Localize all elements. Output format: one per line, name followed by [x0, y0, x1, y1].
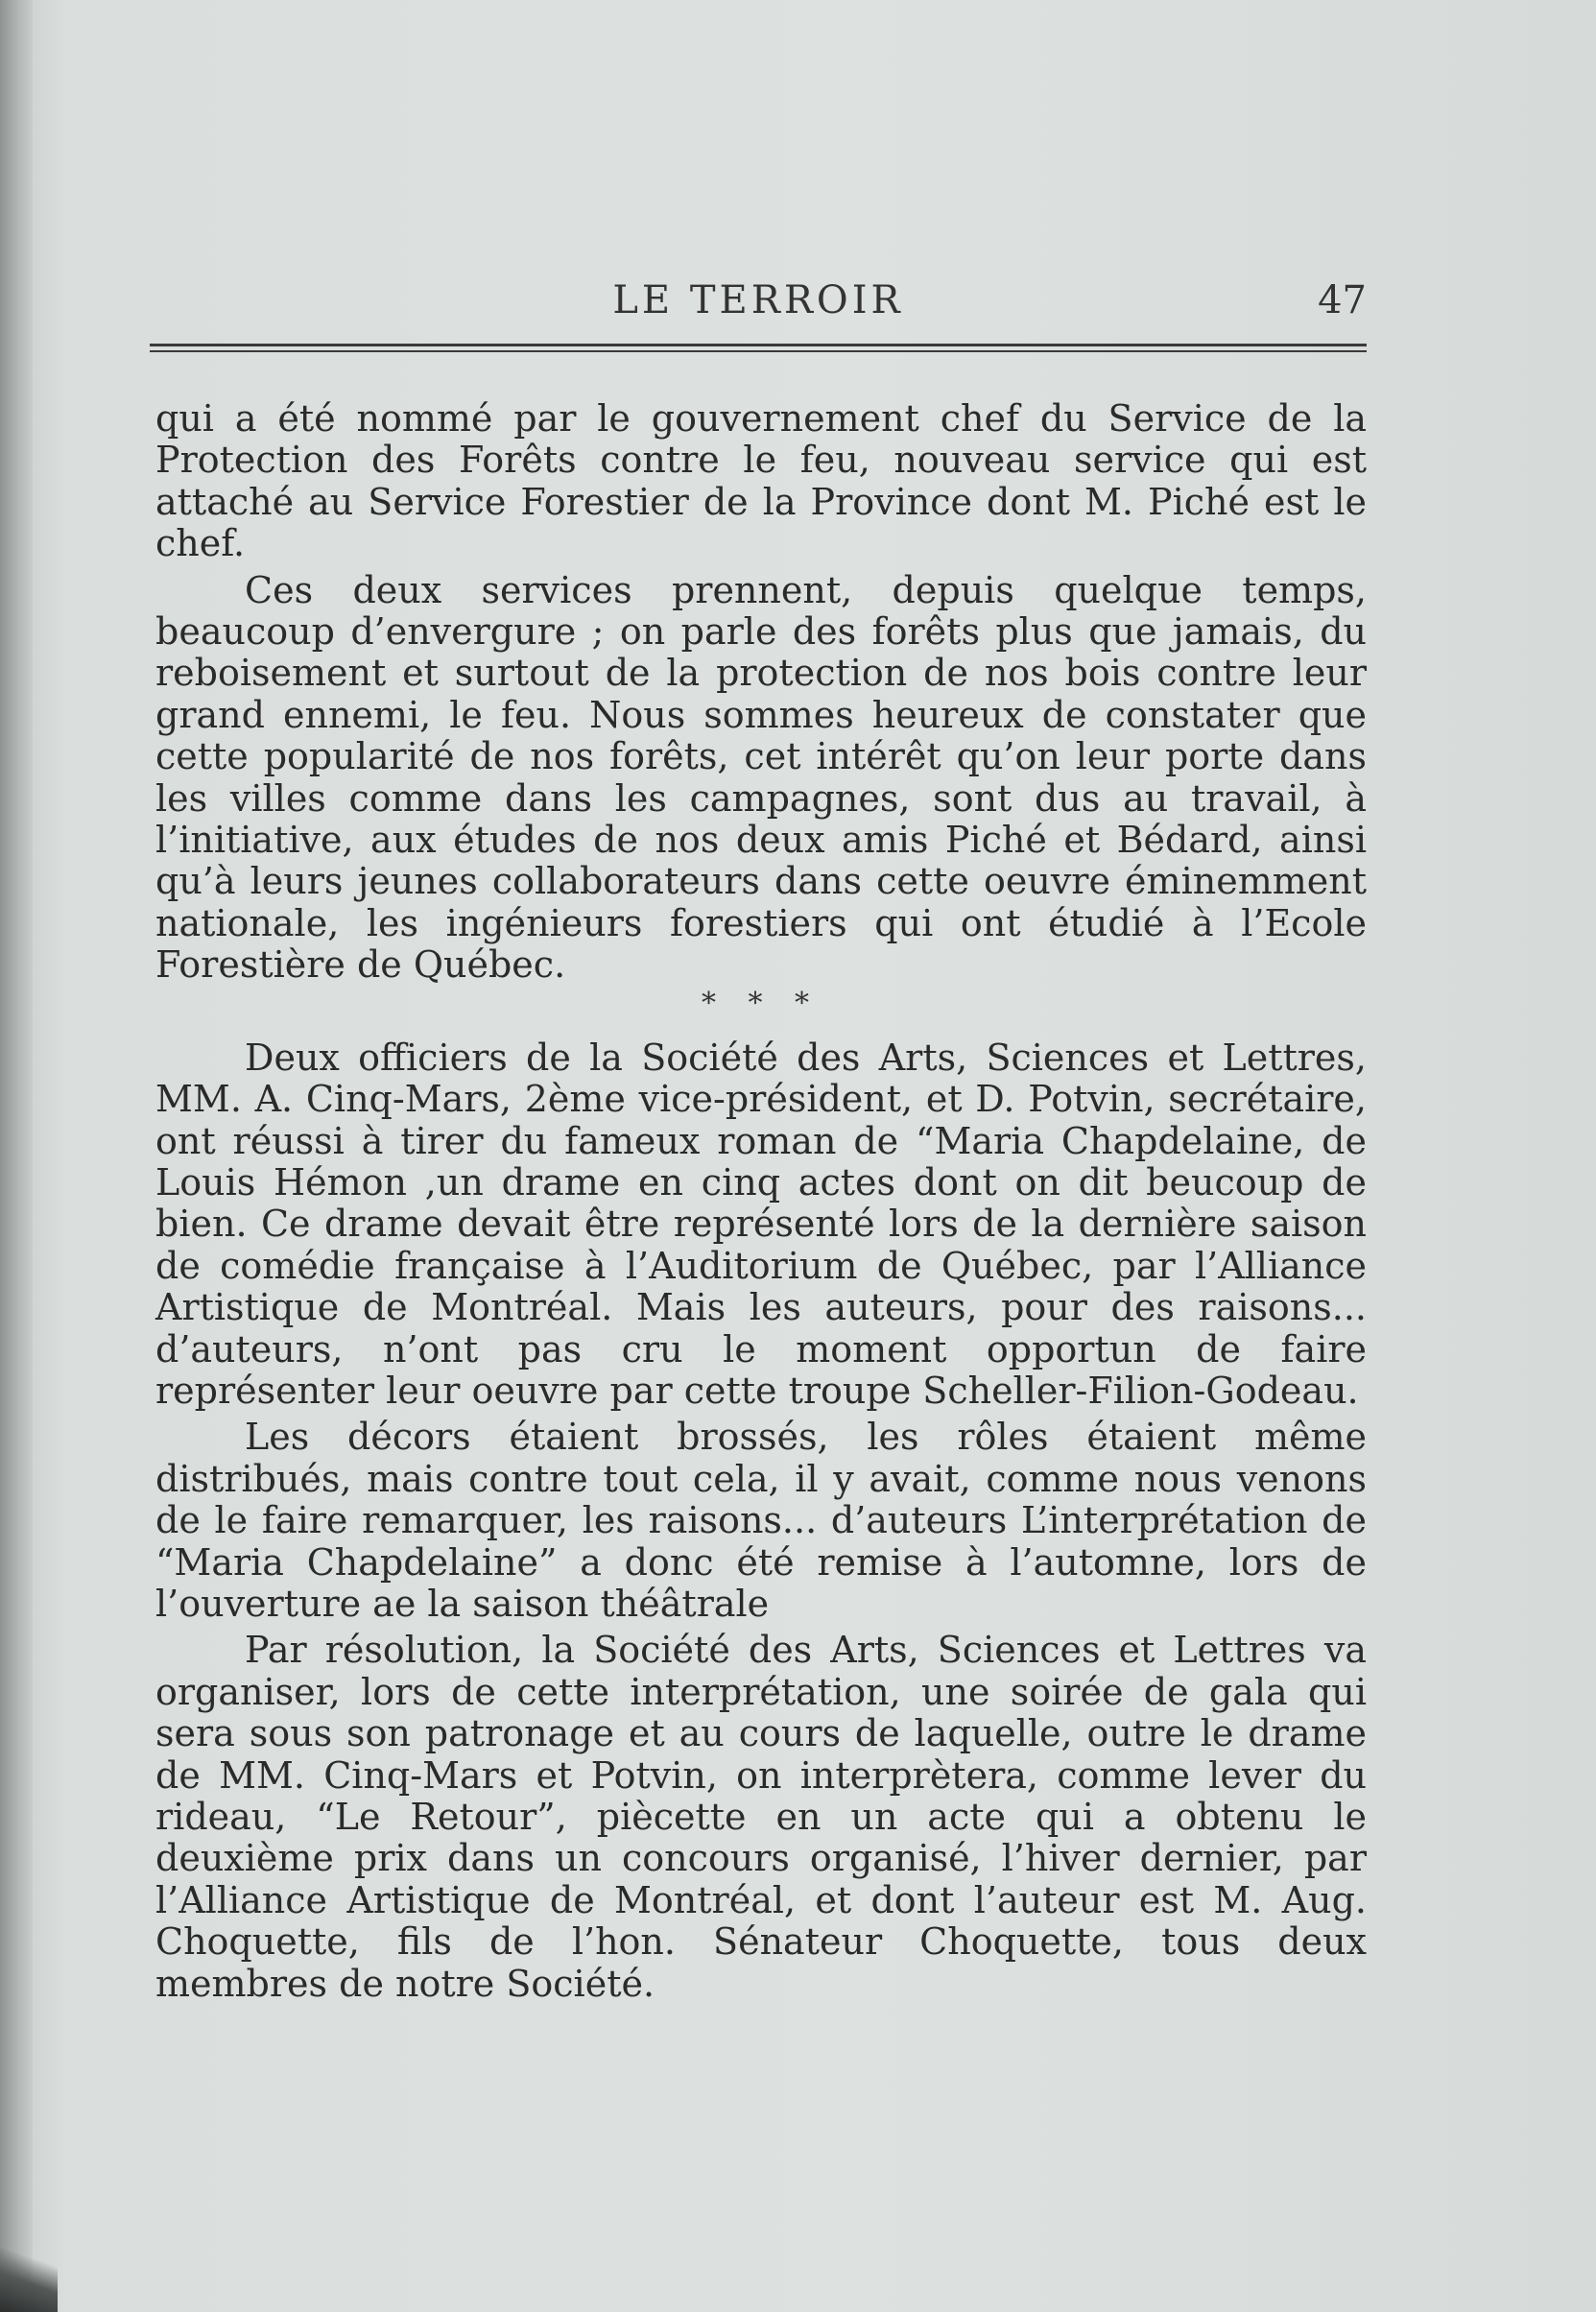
page-header [150, 278, 1367, 336]
paragraph: Par résolution, la Société des Arts, Sciences et Lettres va organiser, lors de cette interprétation, une soirée de gala qui sera sous son patronage et au cours de laquelle, outre le drame de MM. Cinq-Mars et Potvin, on interprètera, comme lever du rideau, “Le Retour”, piècette en un acte qui a obtenu le deuxième prix dans un concours organisé, l’hiver dernier, par l’Alliance Artistique de Montréal, et dont l’auteur est M. Aug. Choquette, fils de l’hon. Sénateur Choquette, tous deux membres de notre Société. [155, 1629, 1367, 2005]
header-rule [150, 344, 1367, 346]
paragraph: Deux officiers de la Société des Arts, Sciences et Lettres, MM. A. Cinq-Mars, 2ème vice-président, et D. Potvin, secrétaire, ont réussi à tirer du fameux roman de “Maria Chapdelaine, de Louis Hémon ,un drame en cinq actes dont on dit beucoup de bien. Ce drame devait être représenté lors de la dernière saison de comédie française à l’Auditorium de Québec, par l’Alliance Artistique de Montréal. Mais les auteurs, pour des raisons... d’auteurs, n’ont pas cru le moment opportun de faire représenter leur oeuvre par cette troupe Scheller-Filion-Godeau. [155, 1036, 1367, 1412]
page-number: 47 [1318, 278, 1367, 322]
running-title: LE TERROIR [612, 278, 904, 322]
book-spine-shadow [0, 0, 33, 2312]
section-separator: * * * [701, 986, 822, 1020]
binding-corner-shadow [0, 2245, 58, 2312]
article-body [155, 398, 1367, 2005]
paragraph: Les décors étaient brossés, les rôles étaient même distribués, mais contre tout cela, il y avait, comme nous venons de le faire remarquer, les raisons... d’auteurs L’interprétation de “Maria Chapdelaine” a donc été remise à l’automne, lors de l’ouverture ae la saison théâtrale [155, 1416, 1367, 1625]
paragraph-continuation: qui a été nommé par le gouvernement chef du Service de la Protection des Forêts contre le feu, nouveau service qui est attaché au Service Forestier de la Province dont M. Piché est le chef. [155, 397, 1367, 565]
paragraph: Ces deux services prennent, depuis quelque temps, beaucoup d’envergure ; on parle des forêts plus que jamais, du reboisement et surtout de la protection de nos bois contre leur grand ennemi, le feu. Nous sommes heureux de constater que cette popularité de nos forêts, cet intérêt qu’on leur porte dans les villes comme dans les campagnes, sont dus au travail, à l’initiative, aux études de nos deux amis Piché et Bédard, ainsi qu’à leurs jeunes collaborateurs dans cette oeuvre éminemment nationale, les ingénieurs forestiers qui ont étudié à l’Ecole Forestière de Québec. [155, 568, 1367, 987]
header-rule-secondary [150, 350, 1367, 352]
